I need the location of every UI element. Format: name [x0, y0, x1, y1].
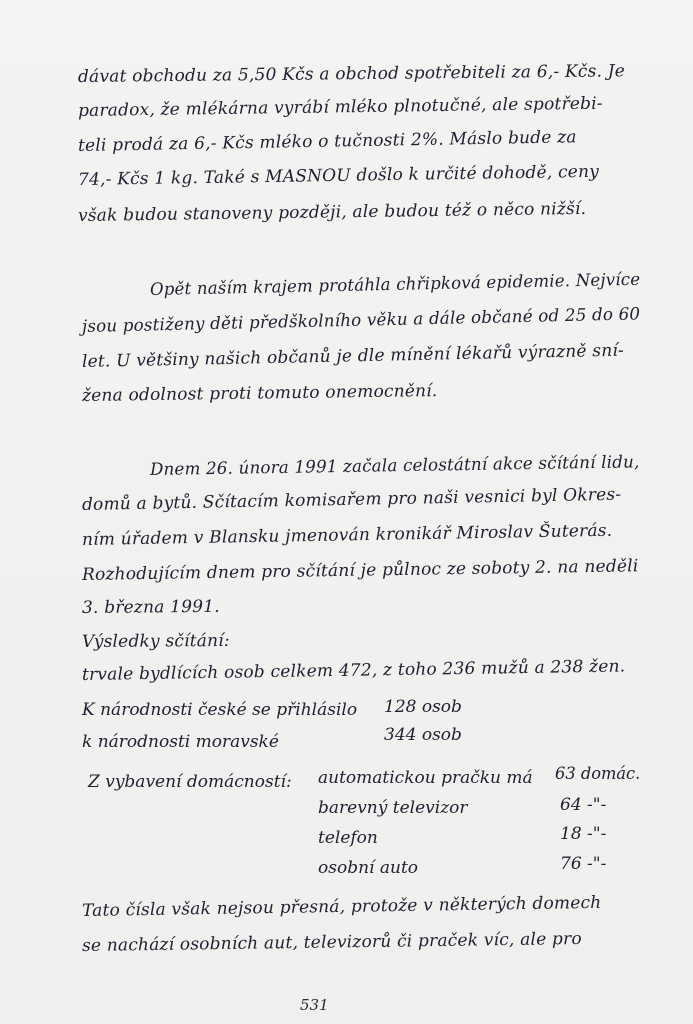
paragraph-2-line-4: žena odolnost proti tomuto onemocnění.: [81, 381, 438, 406]
results-total: trvale bydlících osob celkem 472, z toho 236 mužů a 238 žen.: [81, 656, 626, 685]
household-item-phone-count: 18 -"-: [560, 824, 607, 844]
czech-nationality-label: K národnosti české se přihlásilo: [82, 700, 358, 720]
paragraph-2-line-2: jsou postiženy děti předškolního věku a dále občané od 25 do 60: [81, 304, 641, 337]
paragraph-3-line-4: Rozhodujícím dnem pro sčítání je půlnoc ze soboty 2. na neděli: [81, 556, 639, 585]
paragraph-1-line-3: teli prodá za 6,- Kčs mléko o tučnosti 2%. Máslo bude za: [77, 127, 577, 156]
household-label: Z vybavení domácností:: [88, 772, 292, 792]
paragraph-2-line-1: Opět naším krajem protáhla chřipková epidemie. Nejvíce: [149, 269, 641, 300]
household-item-car: osobní auto: [318, 858, 419, 878]
czech-nationality-value: 128 osob: [384, 697, 462, 717]
household-item-washer: automatickou pračku má: [318, 768, 533, 788]
household-item-phone: telefon: [318, 828, 378, 848]
moravian-nationality-value: 344 osob: [384, 725, 462, 745]
household-item-tv-count: 64 -"-: [560, 795, 607, 815]
page-number: 531: [300, 996, 329, 1014]
closing-line-1: Tato čísla však nejsou přesná, protože v některých domech: [81, 892, 602, 921]
household-item-washer-count: 63 domác.: [555, 764, 641, 784]
paragraph-3-line-1: Dnem 26. února 1991 začala celostátní akce sčítání lidu,: [149, 452, 640, 480]
paragraph-2-line-3: let. U většiny našich občanů je dle mínění lékařů výrazně sní-: [81, 340, 625, 372]
results-heading: Výsledky sčítání:: [81, 630, 230, 652]
paragraph-1-line-4: 74,- Kčs 1 kg. Také s MASNOU došlo k určité dohodě, ceny: [77, 161, 600, 190]
moravian-nationality-label: k národnosti moravské: [82, 732, 279, 752]
paragraph-1-line-1: dávat obchodu za 5,50 Kčs a obchod spotřebiteli za 6,- Kčs. Je: [77, 61, 626, 87]
paragraph-3-line-2: domů a bytů. Sčítacím komisařem pro naši vesnici byl Okres-: [81, 484, 622, 515]
paragraph-3-line-5: 3. března 1991.: [81, 596, 220, 618]
paragraph-1-line-5: však budou stanoveny později, ale budou též o něco nižší.: [77, 198, 587, 226]
household-item-tv: barevný televizor: [318, 798, 468, 818]
closing-line-2: se nachází osobních aut, televizorů či praček víc, ale pro: [81, 929, 582, 956]
paragraph-1-line-2: paradox, že mlékárna vyrábí mléko plnotučné, ale spotřebi-: [77, 93, 603, 121]
household-item-car-count: 76 -"-: [560, 854, 607, 874]
paragraph-3-line-3: ním úřadem v Blansku jmenován kronikář Miroslav Šuterás.: [81, 520, 613, 550]
